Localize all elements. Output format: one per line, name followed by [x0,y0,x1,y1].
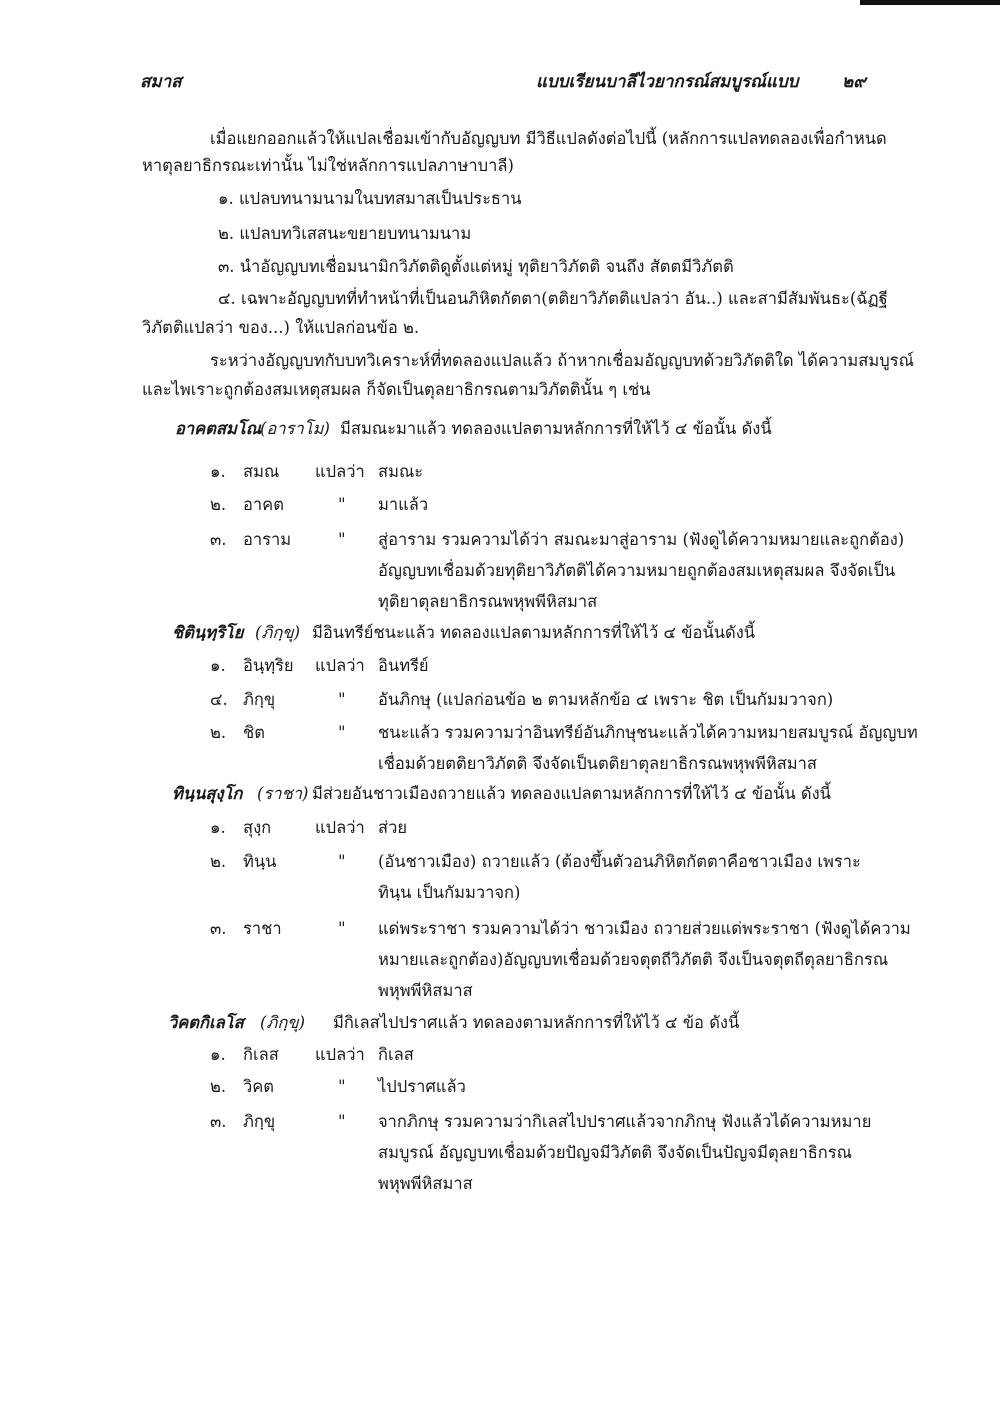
row-separator: แปลว่า [315,656,365,675]
rule-item: ๓. นำอัญญบทเชื่อมนามิกวิภัตติดูตั้งแต่หมู่ ทุติยาวิภัตติ จนถึง สัตตมีวิภัตติ [218,257,734,276]
row-translation: เชื่อมด้วยตติยาวิภัตติ จึงจัดเป็นตติยาตุลยาธิกรณพหุพพีหิสมาส [378,754,817,773]
row-translation: มาแล้ว [378,495,429,514]
row-number: ๒. [210,495,227,514]
row-word: ภิกฺขุ [243,1112,276,1131]
row-separator: " [338,1077,346,1096]
row-number: ๑. [210,656,226,675]
row-translation: กิเลส [378,1045,414,1064]
example-description: มีกิเลสไปปราศแล้ว ทดลองตามหลักการที่ให้ไว้ ๔ ข้อ ดังนี้ [333,1013,740,1032]
row-number: ๓. [210,919,227,938]
row-word: อาคต [243,495,284,514]
row-translation: พหุพพีหิสมาส [378,981,473,1000]
example-term: อาคตสมโณ [175,419,262,438]
example-description: มีสมณะมาแล้ว ทดลองแปลตามหลักการที่ให้ไว้ ๔ ข้อนั้น ดังนี้ [340,419,772,438]
row-translation: อินทรีย์ [378,656,429,675]
row-separator: " [338,919,346,938]
row-word: กิเลส [243,1045,279,1064]
paragraph-line: ระหว่างอัญญบทกับบทวิเคราะห์ที่ทดลองแปลแล้ว ถ้าหากเชื่อมอัญญบทด้วยวิภัตติใด ได้ความสมบูรณ์ [210,351,914,370]
example-term: ชิตินฺทฺริโย [172,623,244,642]
row-translation: ทินฺน เป็นกัมมวาจก) [378,883,521,902]
row-translation: หมายและถูกต้อง)อัญญบทเชื่อมด้วยจตุตถีวิภัตติ จึงเป็นจตุตถีตุลยาธิกรณ [378,950,889,969]
row-word: ชิต [243,723,265,742]
rule-item: ๑. แปลบทนามนามในบทสมาสเป็นประธาน [218,189,522,208]
row-separator: " [338,690,346,709]
row-translation: อันภิกษุ (แปลก่อนข้อ ๒ ตามหลักข้อ ๔ เพราะ ชิต เป็นกัมมวาจก) [378,690,834,709]
rule-item: ๒. แปลบทวิเสสนะขยายบทนามนาม [218,224,472,243]
row-translation: จากภิกษุ รวมความว่ากิเลสไปปราศแล้วจากภิกษุ ฟังแล้วได้ความหมาย [378,1112,872,1131]
example-description: มีอินทรีย์ชนะแล้ว ทดลองแปลตามหลักการที่ให้ไว้ ๔ ข้อนั้นดังนี้ [312,623,756,642]
row-translation: สู่อาราม รวมความได้ว่า สมณะมาสู่อาราม (ฟังดูได้ความหมายและถูกต้อง) [378,530,905,549]
paragraph-line: และไพเราะถูกต้องสมเหตุสมผล ก็จัดเป็นตุลยาธิกรณตามวิภัตตินั้น ๆ เช่น [142,380,651,399]
row-number: ๓. [210,1112,227,1131]
row-translation: สมณะ [378,462,424,481]
row-number: ๑. [210,462,226,481]
row-separator: " [338,530,346,549]
row-translation: สมบูรณ์ อัญญบทเชื่อมด้วยปัญจมีวิภัตติ จึงจัดเป็นปัญจมีตุลยาธิกรณ [378,1143,852,1162]
row-number: ๔. [210,690,228,709]
row-number: ๒. [210,723,227,742]
example-term: วิคตกิเลโส [168,1013,244,1032]
row-translation: ชนะแล้ว รวมความว่าอินทรีย์อันภิกษุชนะแล้วได้ความหมายสมบูรณ์ อัญญบท [378,723,918,742]
row-translation: ทุติยาตุลยาธิกรณพหุพพีหิสมาส [378,592,598,611]
running-header-title: แบบเรียนบาลีไวยากรณ์สมบูรณ์แบบ [536,72,799,92]
row-separator: " [338,1112,346,1131]
intro-paragraph-line: หาตุลยาธิกรณะเท่านั้น ไม่ใช่หลักการแปลภาษาบาลี) [142,156,514,175]
row-word: ทินฺน [243,852,277,871]
row-translation: ไปปราศแล้ว [378,1077,466,1096]
row-number: ๒. [210,1077,227,1096]
row-number: ๑. [210,1045,226,1064]
example-paren: (ภิกฺขุ) [255,623,301,642]
row-word: ภิกฺขุ [243,690,276,709]
row-separator: แปลว่า [315,818,365,837]
row-number: ๒. [210,852,227,871]
rule-item-continued: วิภัตติแปลว่า ของ...) ให้แปลก่อนข้อ ๒. [142,318,420,337]
example-paren: (ราชา) [257,784,309,803]
row-word: อินฺทฺริย [243,656,294,675]
row-number: ๓. [210,530,227,549]
row-word: วิคต [243,1077,275,1096]
row-translation: พหุพพีหิสมาส [378,1174,473,1193]
example-term: ทินฺนสุงฺโก [172,784,243,803]
row-separator: แปลว่า [315,462,365,481]
row-word: อาราม [243,530,292,549]
row-word: สุงฺก [243,818,272,837]
row-translation: อัญญบทเชื่อมด้วยทุติยาวิภัตติได้ความหมายถูกต้องสมเหตุสมผล จึงจัดเป็น [378,561,896,580]
row-translation: แด่พระราชา รวมความได้ว่า ชาวเมือง ถวายส่วยแด่พระราชา (ฟังดูได้ความ [378,919,911,938]
rule-item: ๔. เฉพาะอัญญบทที่ทำหน้าที่เป็นอนภิหิตกัตตา(ตติยาวิภัตติแปลว่า อัน..) และสามีสัมพันธะ(ฉัฏฐี [218,289,888,308]
row-separator: " [338,495,346,514]
row-separator: แปลว่า [315,1045,365,1064]
row-number: ๑. [210,818,226,837]
running-header-left: สมาส [140,72,182,92]
example-paren: (อาราโม) [260,419,330,438]
row-separator: " [338,723,346,742]
row-word: ราชา [243,919,282,938]
row-separator: " [338,852,346,871]
intro-paragraph-line: เมื่อแยกออกแล้วให้แปลเชื่อมเข้ากับอัญญบท มีวิธีแปลดังต่อไปนี้ (หลักการแปลทดลองเพื่อกำหนด [210,129,887,148]
scan-edge-bar [860,0,1000,5]
page-number: ๒๙ [842,72,866,92]
row-word: สมณ [243,462,280,481]
row-translation: (อันชาวเมือง) ถวายแล้ว (ต้องขึ้นตัวอนภิหิตกัตตาคือชาวเมือง เพราะ [378,852,861,871]
example-paren: (ภิกฺขุ) [260,1013,306,1032]
example-description: มีส่วยอันชาวเมืองถวายแล้ว ทดลองแปลตามหลักการที่ให้ไว้ ๔ ข้อนั้น ดังนี้ [312,784,831,803]
row-translation: ส่วย [378,818,408,837]
